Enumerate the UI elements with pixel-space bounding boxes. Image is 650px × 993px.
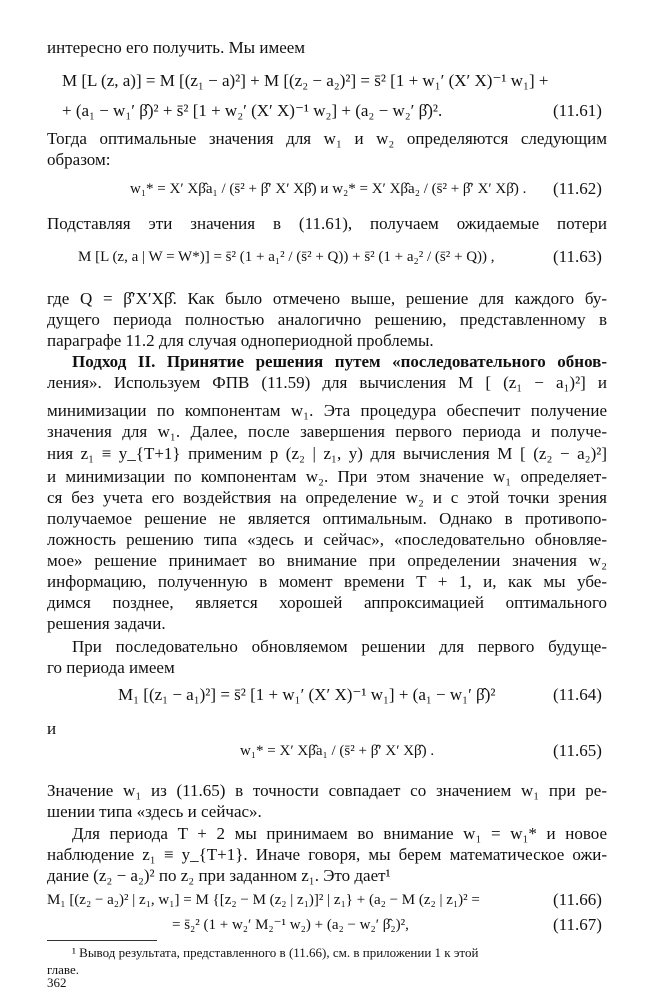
text-line: получаемое решение не является оптимальным. Однако в противопо- xyxy=(47,509,607,528)
section-heading: Подход II. Принятие решения путем «последовательного обнов- xyxy=(72,352,607,371)
text-line: и xyxy=(47,719,57,738)
equation: M [L (z, a)] = M [(z₁ − a)²] + M [(z₂ − a₂)²] = s̄² [1 + w₁′ (X′ X)⁻¹ w₁] + xyxy=(62,71,549,90)
equation-number: (11.65) xyxy=(553,741,602,760)
text-line: параграфе 11.2 для случая однопериодной проблемы. xyxy=(47,331,434,350)
text-line: образом: xyxy=(47,150,111,169)
equation-number: (11.63) xyxy=(553,247,602,266)
text-line: где Q = β̂′X′Xβ̂. Как было отмечено выше, решение для каждого бу- xyxy=(47,289,607,308)
text-line: ся без учета его воздействия на определение w₂ и с этой точки зрения xyxy=(47,488,607,507)
text-line: дание (z₂ − a₂)² по z₂ при заданном z₁. Это дает¹ xyxy=(47,866,391,885)
text-line: ложность решению типа «здесь и сейчас», «последовательно обновляе- xyxy=(47,530,607,549)
text-line: Для периода T + 2 мы принимаем во внимание w₁ = w₁* и новое xyxy=(72,824,607,843)
text-line: значения для w₁. Далее, после завершения первого периода и получе- xyxy=(47,422,607,441)
equation: M₁ [(z₁ − a₁)²] = s̄² [1 + w₁′ (X′ X)⁻¹ w₁] + (a₁ − w₁′ β̂)² xyxy=(118,685,496,704)
footnote: ¹ Вывод результата, представленного в (11.66), см. в приложении 1 к этой xyxy=(72,945,479,960)
text-line: дущего периода полностью аналогично решению, представленному в xyxy=(47,310,607,329)
text-line: решения задачи. xyxy=(47,614,166,633)
text-line: шении типа «здесь и сейчас». xyxy=(47,802,262,821)
equation: M [L (z, a | W = W*)] = s̄² (1 + a₁² / (s̄² + Q)) + s̄² (1 + a₂² / (s̄² + Q)) , xyxy=(78,249,495,265)
text-line: При последовательно обновляемом решении для первого будуще- xyxy=(72,637,607,656)
equation-number: (11.61) xyxy=(553,101,602,120)
text-line: го периода имеем xyxy=(47,658,175,677)
equation-number: (11.66) xyxy=(553,890,602,909)
equation: M₁ [(z₂ − a₂)² | z₁, w₁] = M {[z₂ − M (z₂ | z₁)]² | z₁} + (a₂ − M (z₂ | z₁)² = xyxy=(47,889,480,911)
text-line: информацию, полученную в момент времени T + 1, и, как мы убе- xyxy=(47,572,607,591)
equation-number: (11.67) xyxy=(553,915,602,934)
text-line: димся позднее, является хорошей аппроксимацией оптимального xyxy=(47,593,607,612)
text-line: интересно его получить. Мы имеем xyxy=(47,38,306,57)
footnote-rule xyxy=(47,940,157,941)
text-line: наблюдение z₁ ≡ y_{T+1}. Иначе говоря, мы берем математическое ожи- xyxy=(47,845,607,864)
text-line: Подставляя эти значения в (11.61), получаем ожидаемые потери xyxy=(47,214,607,233)
equation: w₁* = X′ Xβ̂a₁ / (s̄² + β̂′ X′ Xβ̂) и w₂* = X′ Xβ̂a₂ / (s̄² + β̂′ X′ Xβ̂) . xyxy=(130,181,527,197)
text-line: Значение w₁ из (11.65) в точности совпадает со значением w₁ при ре- xyxy=(47,781,607,800)
equation-number: (11.62) xyxy=(553,179,602,198)
text-line: минимизации по компонентам w₁. Эта процедура обеспечит получение xyxy=(47,401,607,420)
equation-number: (11.64) xyxy=(553,685,602,704)
text-line: мое» решение принимает во внимание при определении значения w₂ xyxy=(47,551,607,570)
text-line: и минимизации по компонентам w₂. При этом значение w₁ определяет- xyxy=(47,467,607,486)
text-line: Тогда оптимальные значения для w₁ и w₂ определяются следующим xyxy=(47,129,607,148)
equation: w₁* = X′ Xβ̂a₁ / (s̄² + β̂′ X′ Xβ̂) . xyxy=(240,743,435,759)
text-line: ления». Используем ФПВ (11.59) для вычисления M [ (z₁ − a₁)²] и xyxy=(47,373,607,392)
text-line: ния z₁ ≡ y_{T+1} применим p (z₂ | z₁, y) для вычисления M [ (z₂ − a₂)²] xyxy=(47,444,607,463)
page-number: 362 xyxy=(47,975,67,990)
equation: = s̄₂² (1 + w₂′ M₂⁻¹ w₂) + (a₂ − w₂′ β̂₂)², xyxy=(172,917,409,933)
equation: + (a₁ − w₁′ β̂)² + s̄² [1 + w₂′ (X′ X)⁻¹ w₂] + (a₂ − w₂′ β̂)². xyxy=(62,101,443,120)
footnote: главе. xyxy=(47,962,80,977)
